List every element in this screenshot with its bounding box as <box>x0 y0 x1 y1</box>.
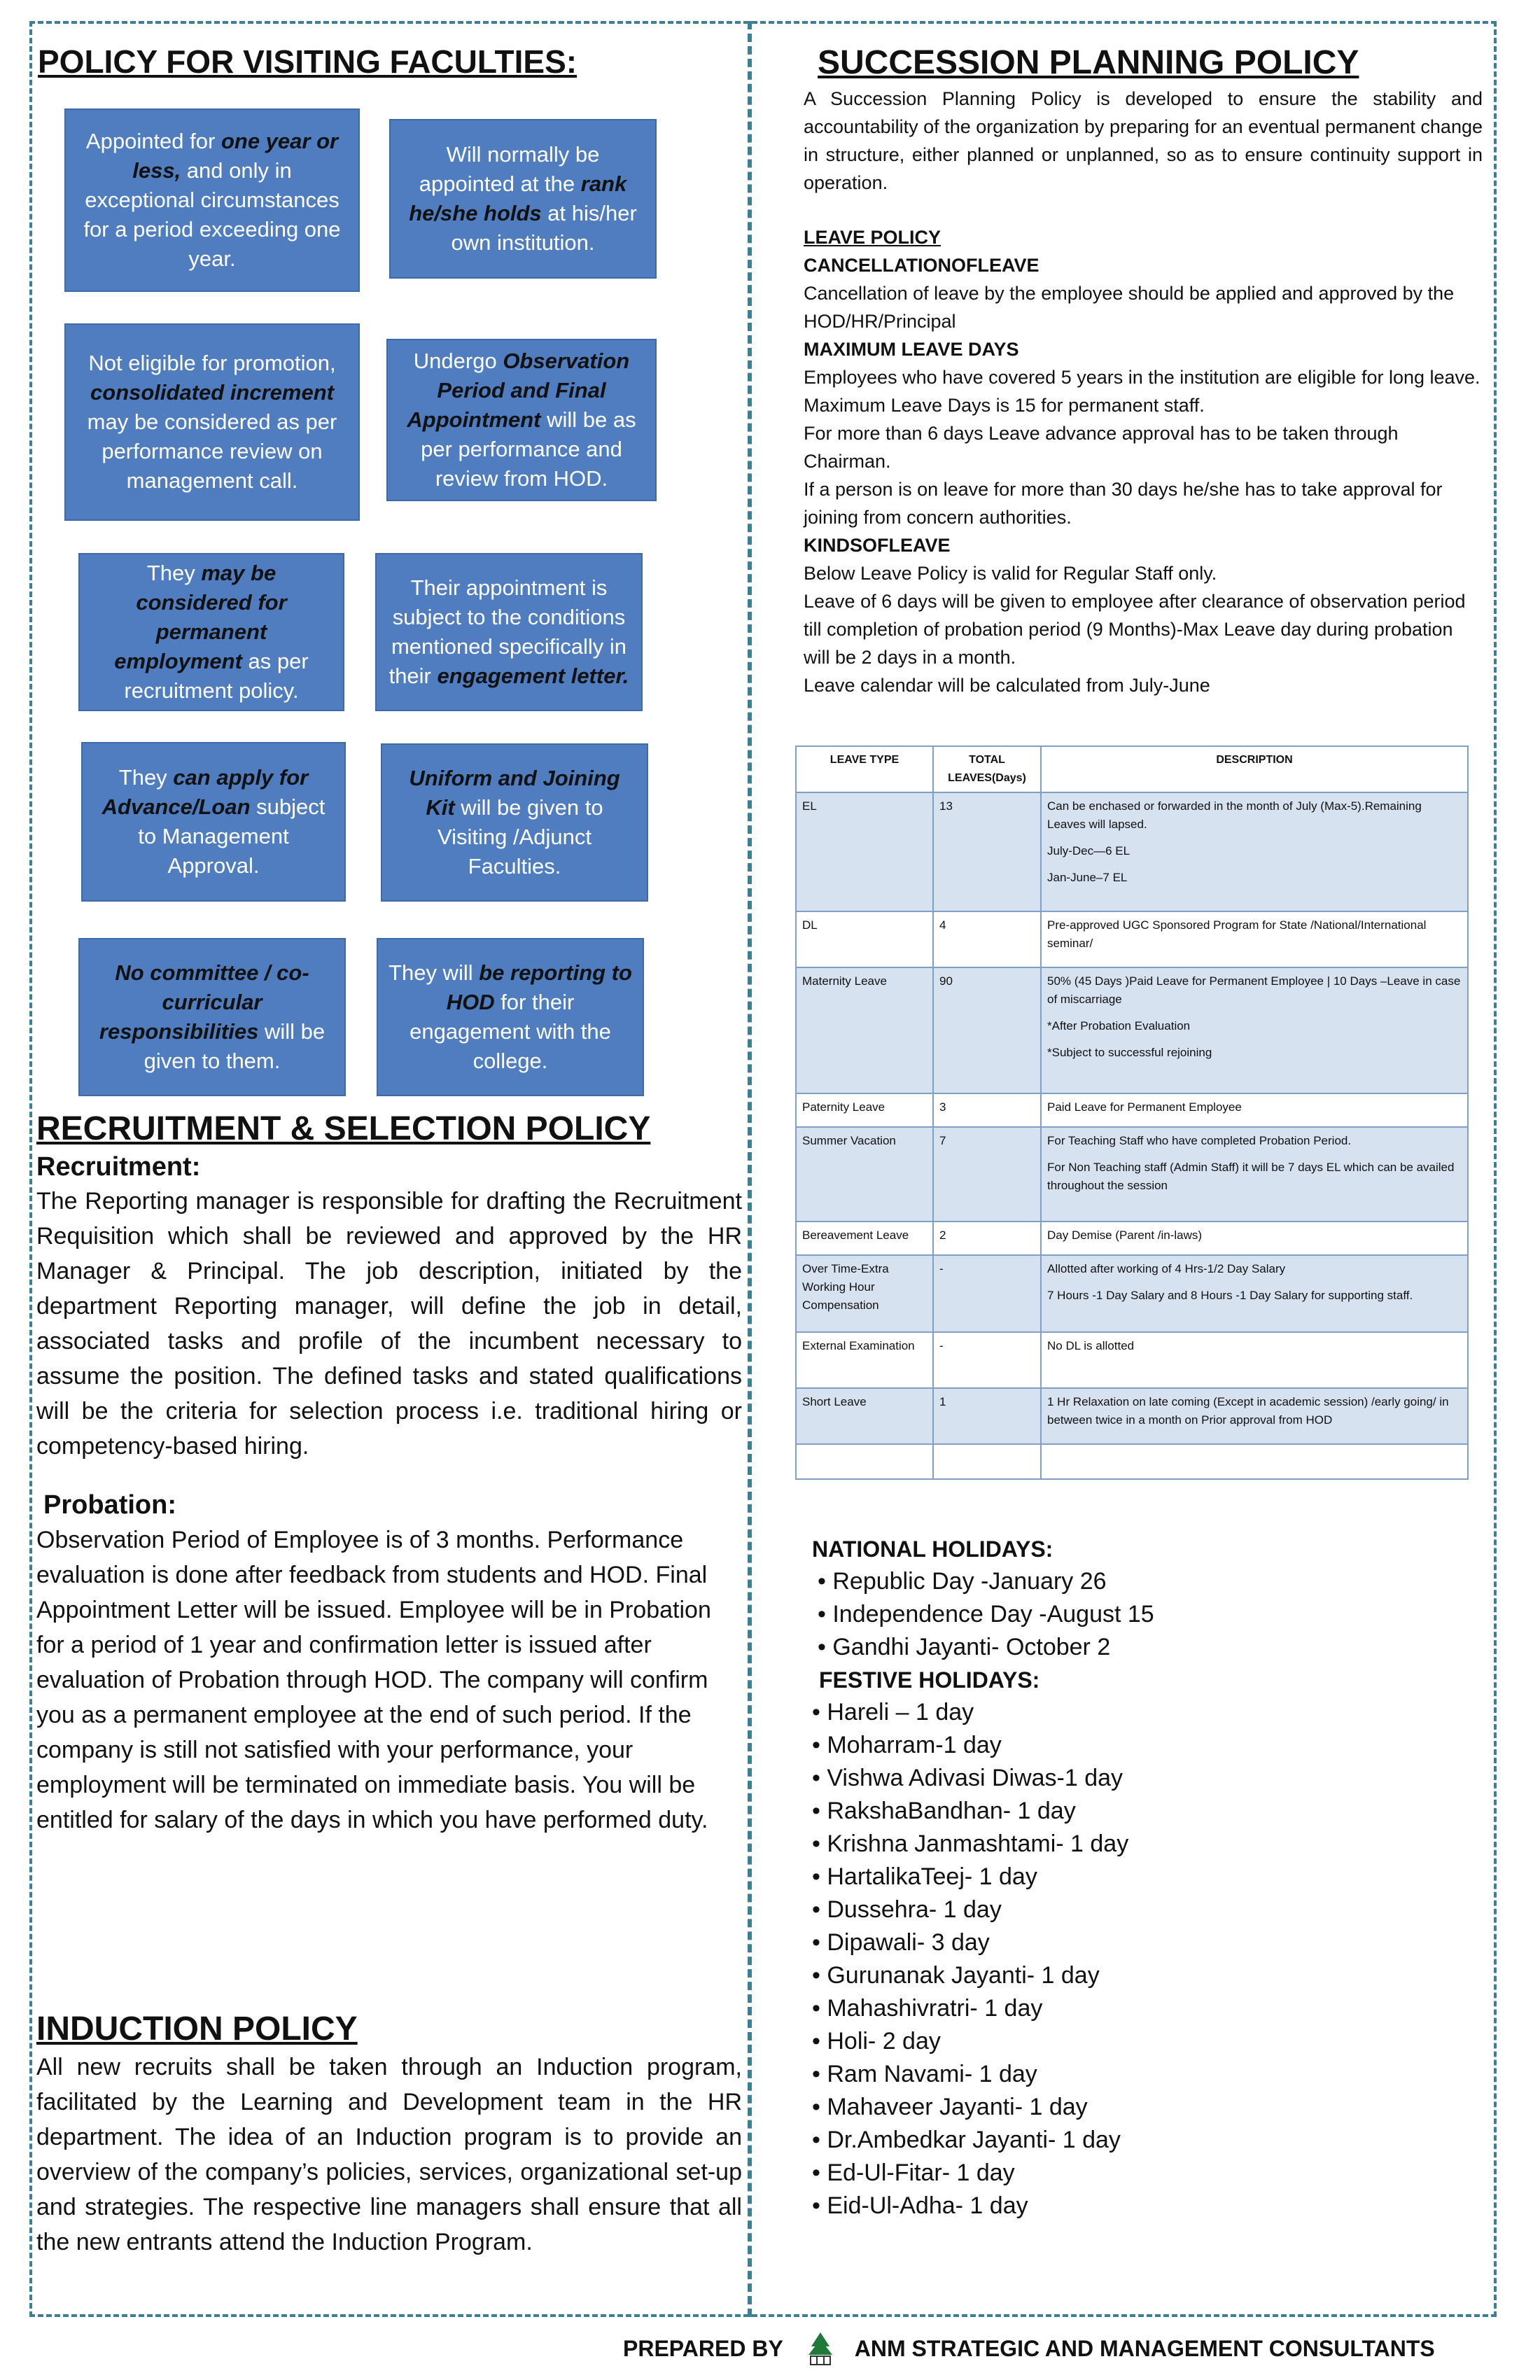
table-row <box>796 1222 1468 1255</box>
footer <box>623 2328 1533 2370</box>
total-cell: 3 <box>933 1093 1041 1127</box>
cancellation-heading: CANCELLATIONOFLEAVE <box>804 255 1040 276</box>
list-item: • Republic Day -January 26 <box>818 1565 1470 1598</box>
company-name: ANM STRATEGIC AND MANAGEMENT CONSULTANTS <box>854 2335 1435 2361</box>
right-column <box>804 43 1483 699</box>
policy-box-6: Their appointment is subject to the conditions mentioned specifically in their engagement letter. <box>375 553 643 711</box>
policy-box-9: No committee / co-curricular responsibilities will be given to them. <box>78 938 346 1096</box>
list-item: • Independence Day -August 15 <box>818 1598 1470 1631</box>
total-cell: 13 <box>933 792 1041 911</box>
max-leave-text-2: Maximum Leave Days is 15 for permanent staff. <box>804 395 1205 416</box>
max-leave-text-4: If a person is on leave for more than 30 days he/she has to take approval for joining from concern authorities. <box>804 479 1443 528</box>
table-row <box>796 1093 1468 1127</box>
description-cell: 50% (45 Days )Paid Leave for Permanent Employee | 10 Days –Leave in case of miscarriage *After Probation Evaluation *Subject to successful rejoining <box>1041 967 1468 1093</box>
table-row <box>796 1388 1468 1444</box>
leave-table <box>795 746 1469 1480</box>
policy-box-1: Appointed for one year or less, and only in exceptional circumstances for a period exceeding one year. <box>64 108 360 292</box>
list-item: • Hareli – 1 day <box>812 1696 1470 1729</box>
leave-type-cell: Summer Vacation <box>796 1127 933 1222</box>
list-item: • Dipawali- 3 day <box>812 1926 1470 1959</box>
description-cell: Pre-approved UGC Sponsored Program for State /National/International seminar/ <box>1041 911 1468 967</box>
description-cell: No DL is allotted <box>1041 1332 1468 1388</box>
list-item: • Eid-Ul-Adha- 1 day <box>812 2190 1470 2222</box>
visiting-faculty-title: POLICY FOR VISITING FACULTIES: <box>38 43 578 80</box>
leave-policy-heading: LEAVE POLICY <box>804 227 941 248</box>
kinds-heading: KINDSOFLEAVE <box>804 535 951 556</box>
prepared-by-label: PREPARED BY <box>623 2335 783 2361</box>
total-cell: - <box>933 1255 1041 1332</box>
leave-type-cell: Short Leave <box>796 1388 933 1444</box>
list-item: • Vishwa Adivasi Diwas-1 day <box>812 1762 1470 1795</box>
policy-box-4: Undergo Observation Period and Final Appointment will be as per performance and review from HOD. <box>386 339 657 501</box>
leave-type-cell: Bereavement Leave <box>796 1222 933 1255</box>
header-description: DESCRIPTION <box>1041 746 1468 792</box>
table-row <box>796 1332 1468 1388</box>
list-item: • Gandhi Jayanti- October 2 <box>818 1631 1470 1664</box>
leave-table-header <box>796 746 1468 792</box>
table-row <box>796 967 1468 1093</box>
description-cell: Paid Leave for Permanent Employee <box>1041 1093 1468 1127</box>
probation-text: Observation Period of Employee is of 3 months. Performance evaluation is done after feedback from students and HOD. Final Appointment Letter will be issued. Employee will be in Probation for a period of 1 year and confirmation letter is issued after evaluation of Probation through HOD. The company will confirm you as a permanent employee at the end of such period. If the company is still not satisfied with your performance, your employment will be terminated on immediate basis. You will be entitled for salary of the days in which you have performed duty. <box>36 1526 711 1833</box>
list-item: • HartalikaTeej- 1 day <box>812 1861 1470 1893</box>
policy-box-10: They will be reporting to HOD for their engagement with the college. <box>377 938 644 1096</box>
holidays-section <box>812 1533 1470 2222</box>
max-leave-heading: MAXIMUM LEAVE DAYS <box>804 339 1019 360</box>
table-row <box>796 1444 1468 1479</box>
company-logo-icon <box>804 2331 836 2366</box>
leave-type-cell: EL <box>796 792 933 911</box>
probation-subtitle: Probation: <box>43 1490 176 1520</box>
cancellation-text: Cancellation of leave by the employee should be applied and approved by the HOD/HR/Principal <box>804 283 1455 332</box>
induction-title: INDUCTION POLICY <box>36 2010 358 2047</box>
table-row <box>796 1255 1468 1332</box>
description-cell <box>1041 1444 1468 1479</box>
total-cell: - <box>933 1332 1041 1388</box>
description-cell: Can be enchased or forwarded in the month of July (Max-5).Remaining Leaves will lapsed. July-Dec—6 EL Jan-June–7 EL <box>1041 792 1468 911</box>
recruitment-subtitle: Recruitment: <box>36 1152 201 1182</box>
festive-holidays-title: FESTIVE HOLIDAYS: <box>819 1667 1040 1693</box>
national-holidays-list <box>812 1565 1470 1664</box>
kinds-text-1: Below Leave Policy is valid for Regular Staff only. <box>804 563 1217 584</box>
list-item: • Ed-Ul-Fitar- 1 day <box>812 2157 1470 2190</box>
induction-text: All new recruits shall be taken through an Induction program, facilitated by the Learning and Development team in the HR department. The idea of an Induction program is to provide an overview of the company’s policies, services, organizational set-up and strategies. The respective line managers shall ensure that all the new entrants attend the Induction Program. <box>36 2053 742 2255</box>
total-cell: 4 <box>933 911 1041 967</box>
leave-type-cell: Paternity Leave <box>796 1093 933 1127</box>
total-cell: 2 <box>933 1222 1041 1255</box>
succession-intro: A Succession Planning Policy is developed to ensure the stability and accountability of the organization by preparing for an eventual permanent change in structure, either planned or unplanned, so as to ensure continuity support in operation. <box>804 88 1483 194</box>
recruitment-text: The Reporting manager is responsible for drafting the Recruitment Requisition which shall be reviewed and approved by the HR Manager & Principal. The job description, initiated by the department Reporting manager, will define the job in detail, associated tasks and profile of the incumbent necessary to assume the position. The defined tasks and stated qualifications will be the criteria for selection process i.e. traditional hiring or competency-based hiring. <box>36 1188 742 1460</box>
kinds-text-3: Leave calendar will be calculated from July-June <box>804 675 1210 696</box>
table-row <box>796 792 1468 911</box>
list-item: • Gurunanak Jayanti- 1 day <box>812 1959 1470 1992</box>
recruitment-section <box>36 1109 742 1837</box>
leave-type-cell <box>796 1444 933 1479</box>
total-cell: 90 <box>933 967 1041 1093</box>
column-divider <box>748 21 752 2317</box>
list-item: • Holi- 2 day <box>812 2025 1470 2058</box>
recruitment-title: RECRUITMENT & SELECTION POLICY <box>36 1110 651 1147</box>
description-cell: 1 Hr Relaxation on late coming (Except in academic session) /early going/ in between twice in a month on Prior approval from HOD <box>1041 1388 1468 1444</box>
list-item: • Dr.Ambedkar Jayanti- 1 day <box>812 2124 1470 2157</box>
list-item: • Krishna Janmashtami- 1 day <box>812 1828 1470 1861</box>
table-row <box>796 911 1468 967</box>
leave-type-cell: DL <box>796 911 933 967</box>
induction-section <box>36 2009 742 2260</box>
policy-box-8: Uniform and Joining Kit will be given to Visiting /Adjunct Faculties. <box>381 743 648 902</box>
left-column <box>36 43 742 80</box>
succession-title: SUCCESSION PLANNING POLICY <box>818 44 1359 81</box>
description-cell: Day Demise (Parent /in-laws) <box>1041 1222 1468 1255</box>
policy-box-7: They can apply for Advance/Loan subject to Management Approval. <box>81 742 346 902</box>
header-total-leaves: TOTAL LEAVES(Days) <box>933 746 1041 792</box>
max-leave-text-1: Employees who have covered 5 years in the institution are eligible for long leave. <box>804 367 1480 388</box>
policy-box-2: Will normally be appointed at the rank he/she holds at his/her own institution. <box>389 119 657 279</box>
list-item: • Mahaveer Jayanti- 1 day <box>812 2091 1470 2124</box>
leave-type-cell: Maternity Leave <box>796 967 933 1093</box>
description-cell: Allotted after working of 4 Hrs-1/2 Day Salary 7 Hours -1 Day Salary and 8 Hours -1 Day Salary for supporting staff. <box>1041 1255 1468 1332</box>
header-leave-type: LEAVE TYPE <box>796 746 933 792</box>
policy-box-3: Not eligible for promotion, consolidated increment may be considered as per performance review on management call. <box>64 323 360 521</box>
policy-box-5: They may be considered for permanent employment as per recruitment policy. <box>78 553 344 711</box>
total-cell: 7 <box>933 1127 1041 1222</box>
max-leave-text-3: For more than 6 days Leave advance approval has to be taken through Chairman. <box>804 423 1399 472</box>
leave-type-cell: Over Time-Extra Working Hour Compensation <box>796 1255 933 1332</box>
list-item: • Moharram-1 day <box>812 1729 1470 1762</box>
list-item: • RakshaBandhan- 1 day <box>812 1795 1470 1828</box>
leave-type-cell: External Examination <box>796 1332 933 1388</box>
list-item: • Dussehra- 1 day <box>812 1893 1470 1926</box>
total-cell: 1 <box>933 1388 1041 1444</box>
national-holidays-title: NATIONAL HOLIDAYS: <box>812 1536 1054 1562</box>
festive-holidays-list <box>812 1696 1470 2222</box>
list-item: • Ram Navami- 1 day <box>812 2058 1470 2091</box>
table-row <box>796 1127 1468 1222</box>
kinds-text-2: Leave of 6 days will be given to employee after clearance of observation period till completion of probation period (9 Months)-Max Leave day during probation will be 2 days in a month. <box>804 591 1466 668</box>
total-cell <box>933 1444 1041 1479</box>
description-cell: For Teaching Staff who have completed Probation Period. For Non Teaching staff (Admin Staff) it will be 7 days EL which can be availed throughout the session <box>1041 1127 1468 1222</box>
list-item: • Mahashivratri- 1 day <box>812 1992 1470 2025</box>
